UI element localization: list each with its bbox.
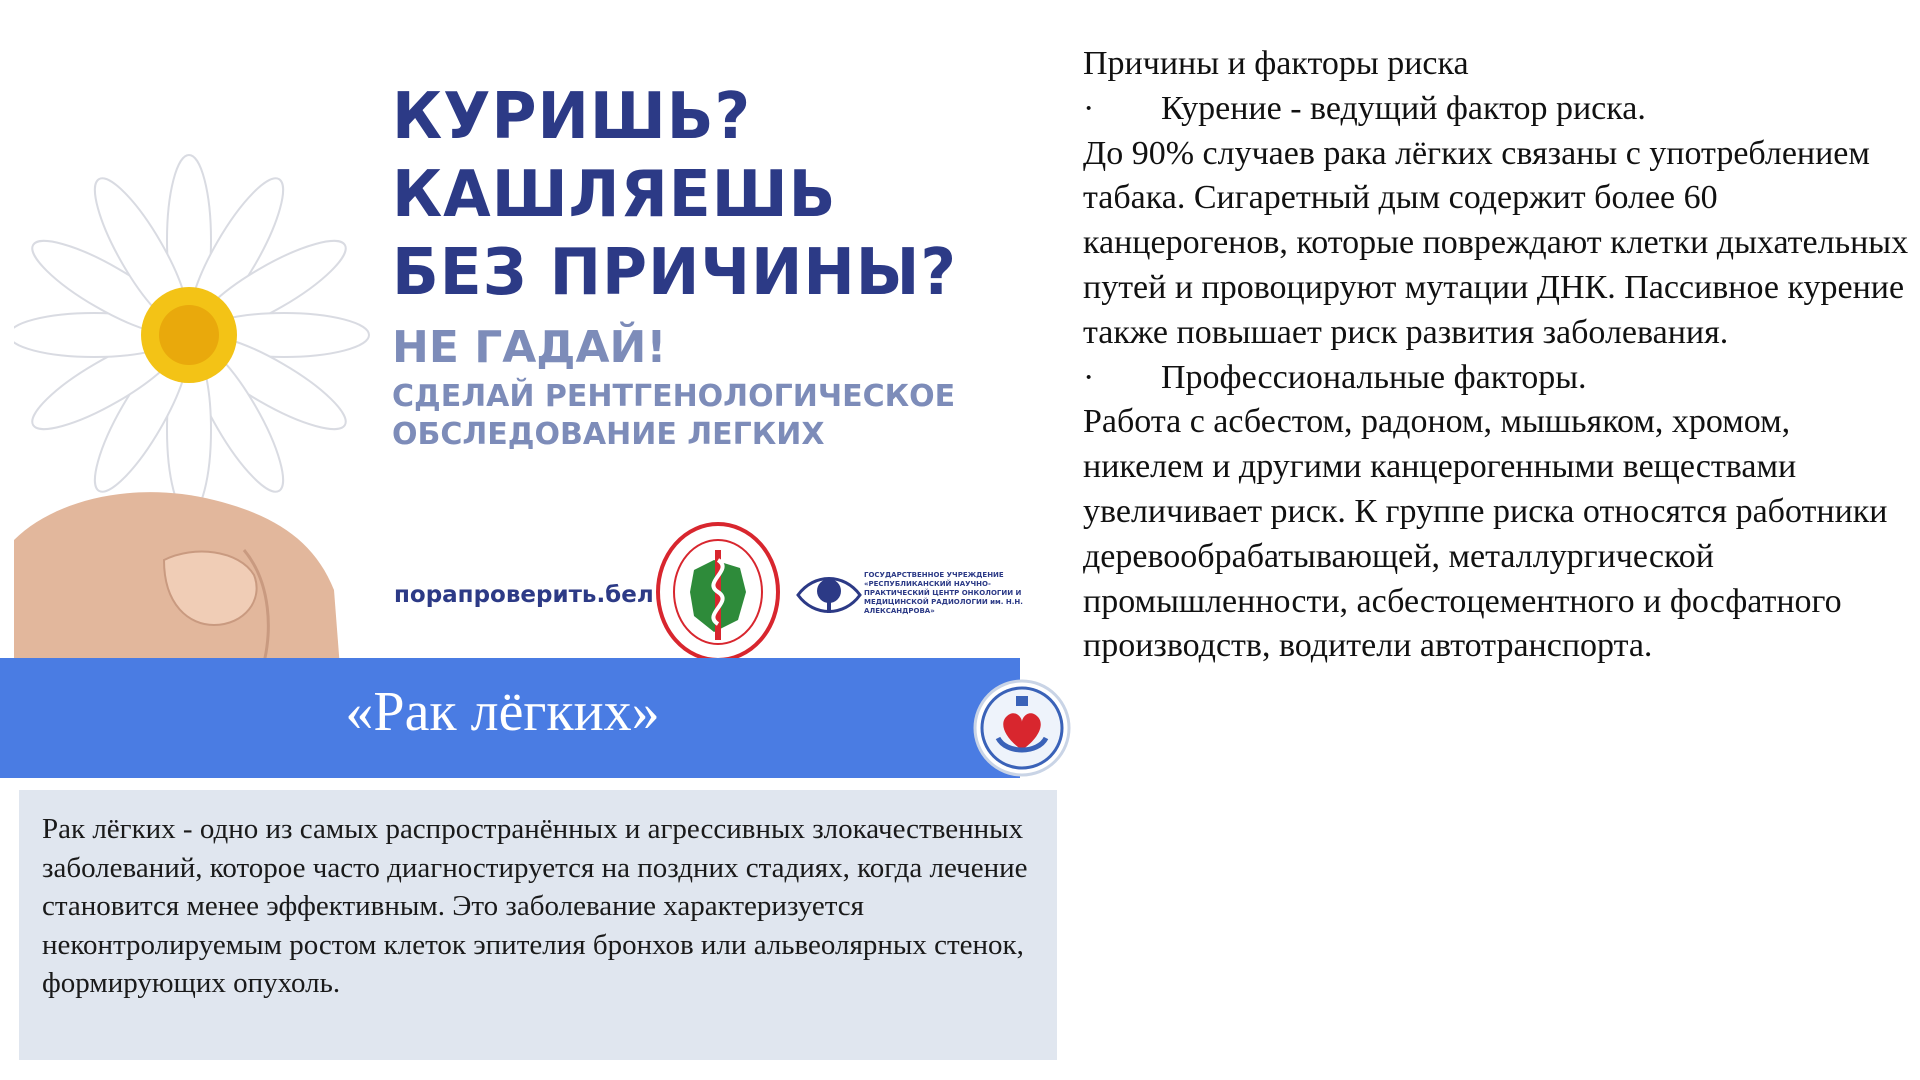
call-line-1: СДЕЛАЙ РЕНТГЕНОЛОГИЧЕСКОЕ — [392, 379, 956, 414]
headline-line-1: КУРИШЬ? — [392, 80, 752, 154]
description-box — [19, 790, 1057, 1060]
bullet-symbol: · — [1083, 358, 1095, 396]
bullet-symbol: · — [1083, 89, 1095, 127]
risk-item-occupational — [1083, 356, 1913, 401]
poster-website: порапроверить.бел — [394, 582, 654, 608]
tree-eye-icon — [794, 565, 864, 625]
poster-image — [14, 60, 1030, 660]
ministry-of-health-logo — [654, 520, 782, 660]
poster-headline — [392, 78, 981, 454]
title-banner — [0, 658, 1020, 778]
headline-line-2: КАШЛЯЕШЬ — [392, 158, 837, 232]
slide-title: «Рак лёгких» — [345, 681, 660, 743]
risk-item-title: Курение - ведущий фактор риска. — [1161, 89, 1646, 127]
call-line-2: ОБСЛЕДОВАНИЕ ЛЕГКИХ — [392, 417, 825, 452]
description-text: Рак лёгких - одно из самых распространённых и агрессивных злокачественных заболеваний, которое часто диагностируется на поздних стадиях, когда лечение становится менее эффективным. Это заболевание характеризуется неконтролируемым ростом клеток эпителия бронхов или альвеолярных стенок, формирующих опухоль. — [42, 813, 1028, 999]
health-emblem-logo — [972, 678, 1072, 778]
subheadline: НЕ ГАДАЙ! — [392, 322, 667, 373]
ministry-emblem-icon — [654, 520, 782, 660]
oncology-center-logo — [794, 565, 1030, 625]
daisy-icon — [14, 120, 384, 660]
risk-item-text: Работа с асбестом, радоном, мышьяком, хромом, никелем и другими канцерогенными веществами увеличивает риск. К группе риска относятся работники деревообрабатывающей, металлургической промышленности, асбестоцементного и фосфатного производств, водители автотранспорта. — [1083, 403, 1888, 665]
risk-heading: Причины и факторы риска — [1083, 45, 1469, 82]
daisy-in-hand-illustration — [14, 120, 384, 660]
risk-item-smoking — [1083, 87, 1913, 132]
headline-line-3: БЕЗ ПРИЧИНЫ? — [392, 236, 958, 310]
risk-factors-section — [1083, 42, 1913, 669]
heart-hands-emblem-icon — [972, 678, 1072, 778]
oncology-center-name: ГОСУДАРСТВЕННОЕ УЧРЕЖДЕНИЕ «РЕСПУБЛИКАНСКИЙ НАУЧНО-ПРАКТИЧЕСКИЙ ЦЕНТР ОНКОЛОГИИ И МЕДИЦИНСКОЙ РАДИОЛОГИИ им. Н.Н. АЛЕКСАНДРОВА» — [864, 571, 1023, 615]
risk-item-text: До 90% случаев рака лёгких связаны с употреблением табака. Сигаретный дым содержит более 60 канцерогенов, которые повреждают клетки дыхательных путей и провоцируют мутации ДНК. Пассивное курение также повышает риск развития заболевания. — [1083, 134, 1909, 351]
risk-item-title: Профессиональные факторы. — [1161, 358, 1587, 396]
